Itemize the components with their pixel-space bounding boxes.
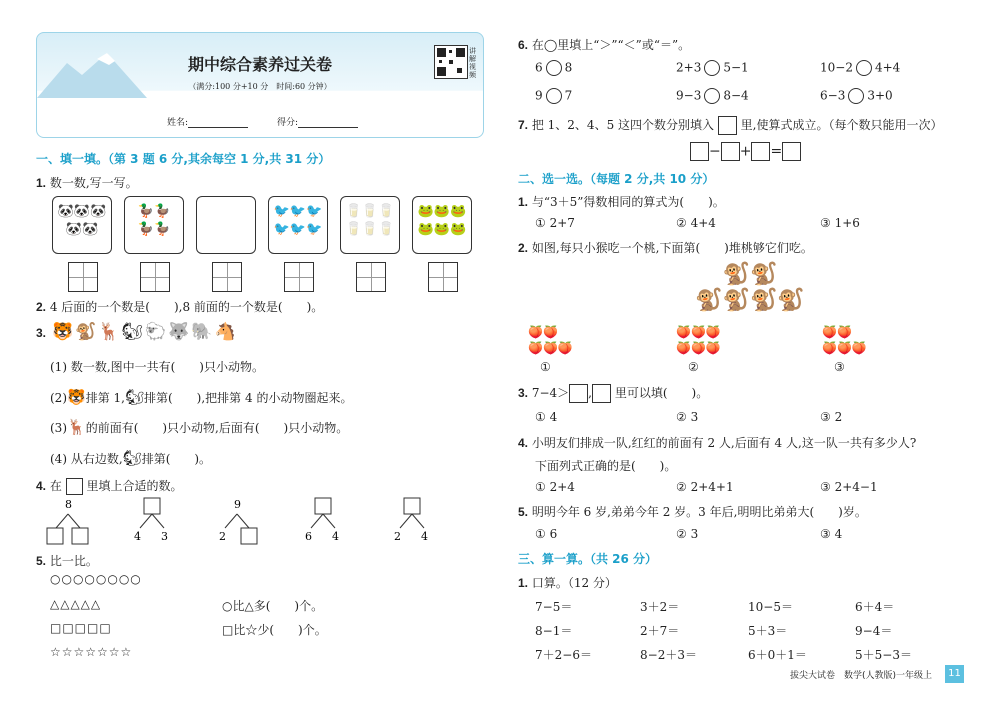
question-5: 5. 比一比。 bbox=[36, 554, 98, 568]
monkeys-picture: 🐒🐒 🐒🐒🐒🐒 bbox=[695, 262, 805, 313]
answer-grid[interactable] bbox=[140, 262, 170, 292]
bond-left: 2 bbox=[219, 530, 226, 543]
compare-circle[interactable] bbox=[704, 88, 720, 104]
deer-icon: 🦌 bbox=[67, 418, 86, 436]
calc-item[interactable]: 5＋3＝ bbox=[748, 624, 788, 638]
bond-left: 6 bbox=[305, 530, 312, 543]
choice-2-opt-c[interactable]: ③ bbox=[834, 360, 845, 374]
bond-top-box bbox=[404, 498, 420, 514]
bond-top-box bbox=[315, 498, 331, 514]
answer-grid[interactable] bbox=[284, 262, 314, 292]
choice-2-opt-a[interactable]: ① bbox=[540, 360, 551, 374]
compare-circle[interactable] bbox=[704, 60, 720, 76]
choice-1: 1. 与“3＋5”得数相同的算式为( )。 bbox=[518, 195, 725, 209]
qr-code-icon[interactable] bbox=[434, 45, 468, 79]
answer-box bbox=[718, 116, 737, 135]
picture-empty bbox=[196, 196, 256, 254]
calc-item[interactable]: 7＋2−6＝ bbox=[535, 648, 592, 662]
section-2-heading: 二、选一选。（每题 2 分,共 10 分） bbox=[518, 172, 715, 186]
picture-ducks: 🦆🦆 🦆🦆 bbox=[124, 196, 184, 254]
choice-5-opt-a[interactable]: ① 6 bbox=[535, 527, 558, 541]
bond-left-box bbox=[47, 528, 63, 544]
question-4: 4. 在 里填上合适的数。 bbox=[36, 479, 183, 493]
choice-4-line2: 下面列式正确的是( )。 bbox=[535, 459, 677, 473]
bond-top-box bbox=[144, 498, 160, 514]
peach-pile-1: 🍑🍑 🍑🍑🍑 bbox=[528, 325, 573, 355]
choice-3-opt-c[interactable]: ③ 2 bbox=[820, 410, 843, 424]
q3-part1: (1) 数一数,图中一共有( )只小动物。 bbox=[50, 360, 264, 374]
picture-birds: 🐦🐦🐦 🐦🐦🐦 bbox=[268, 196, 328, 254]
compare-item: 9−3 8−4 bbox=[676, 88, 749, 103]
number-bonds bbox=[40, 496, 440, 548]
choice-4-opt-a[interactable]: ① 2+4 bbox=[535, 480, 575, 494]
answer-grid[interactable] bbox=[428, 262, 458, 292]
calc-item[interactable]: 2＋7＝ bbox=[640, 624, 680, 638]
bond-right: 3 bbox=[161, 530, 168, 543]
score-field[interactable]: 得分: bbox=[277, 115, 358, 128]
choice-1-opt-b[interactable]: ② 4+4 bbox=[676, 216, 716, 230]
page-number: 11 bbox=[945, 665, 964, 683]
compare-item: 9 7 bbox=[535, 88, 573, 103]
answer-grid[interactable] bbox=[68, 262, 98, 292]
picture-frogs: 🐸🐸🐸 🐸🐸🐸 bbox=[412, 196, 472, 254]
calc-item[interactable]: 7−5＝ bbox=[535, 600, 573, 614]
choice-2: 2. 如图,每只小猴吃一个桃,下面第( )堆桃够它们吃。 bbox=[518, 241, 813, 255]
bond-right: 4 bbox=[421, 530, 428, 543]
calc-item[interactable]: 8−2＋3＝ bbox=[640, 648, 697, 662]
squirrel-icon: 🐿 bbox=[124, 388, 144, 406]
question-1: 1. 数一数,写一写。 bbox=[36, 176, 138, 190]
bond-right-box bbox=[72, 528, 88, 544]
exam-title: 期中综合素养过关卷 bbox=[187, 55, 332, 74]
choice-1-opt-c[interactable]: ③ 1+6 bbox=[820, 216, 860, 230]
choice-4-opt-c[interactable]: ③ 2+4−1 bbox=[820, 480, 878, 494]
exam-subtitle: （满分:100 分+10 分 时间:60 分钟） bbox=[188, 82, 332, 91]
bond-top: 8 bbox=[65, 498, 72, 511]
compare-2: □比☆少( )个。 bbox=[222, 623, 327, 637]
q3-part4: (4) 从右边数,🐿排第( )。 bbox=[50, 449, 212, 467]
calc-item[interactable]: 3＋2＝ bbox=[640, 600, 680, 614]
compare-item: 6−3 3+0 bbox=[820, 88, 893, 103]
choice-3: 3. 7−4＞ , 里可以填( )。 bbox=[518, 384, 708, 403]
peach-pile-2: 🍑🍑🍑 🍑🍑🍑 bbox=[676, 325, 721, 355]
choice-5-opt-c[interactable]: ③ 4 bbox=[820, 527, 843, 541]
triangle-row: △△△△△ bbox=[50, 597, 102, 611]
calc-item[interactable]: 8−1＝ bbox=[535, 624, 573, 638]
calc-item[interactable]: 6＋0＋1＝ bbox=[748, 648, 807, 662]
section-1-heading: 一、填一填。（第 3 题 6 分,其余每空 1 分,共 31 分） bbox=[36, 152, 331, 166]
choice-4-opt-b[interactable]: ② 2+4+1 bbox=[676, 480, 734, 494]
compare-circle[interactable] bbox=[848, 88, 864, 104]
calc-item[interactable]: 10−5＝ bbox=[748, 600, 793, 614]
answer-box bbox=[569, 384, 588, 403]
answer-box bbox=[66, 478, 83, 495]
square-row: □□□□□ bbox=[50, 621, 112, 635]
choice-3-opt-a[interactable]: ① 4 bbox=[535, 410, 558, 424]
name-field[interactable]: 姓名: bbox=[167, 115, 248, 128]
bond-right-box bbox=[241, 528, 257, 544]
animal-row: 🐯🐒🦌🐿🐑🐺🐘🐴 bbox=[52, 322, 238, 342]
bond-left: 4 bbox=[134, 530, 141, 543]
exam-header bbox=[36, 32, 484, 138]
question-3: 3. bbox=[36, 326, 47, 340]
star-row: ☆☆☆☆☆☆☆ bbox=[50, 645, 133, 659]
q3-part3: (3)🦌的前面有( )只小动物,后面有( )只小动物。 bbox=[50, 418, 349, 436]
compare-item: 10−2 4+4 bbox=[820, 60, 901, 75]
squirrel-icon: 🐿 bbox=[122, 449, 142, 467]
picture-cups: 🥛🥛🥛 🥛🥛🥛 bbox=[340, 196, 400, 254]
question-6: 6. 在◯里填上“＞”“＜”或“＝”。 bbox=[518, 38, 691, 52]
compare-item: 2+3 5−1 bbox=[676, 60, 749, 75]
choice-2-opt-b[interactable]: ② bbox=[688, 360, 699, 374]
tiger-icon: 🐯 bbox=[67, 388, 86, 406]
bond-left: 2 bbox=[394, 530, 401, 543]
answer-grid[interactable] bbox=[356, 262, 386, 292]
peach-pile-3: 🍑🍑 🍑🍑🍑 bbox=[822, 325, 867, 355]
answer-grid[interactable] bbox=[212, 262, 242, 292]
answer-box bbox=[592, 384, 611, 403]
question-2: 2. 4 后面的一个数是( ),8 前面的一个数是( )。 bbox=[36, 300, 324, 314]
choice-5-opt-b[interactable]: ② 3 bbox=[676, 527, 699, 541]
compare-circle[interactable] bbox=[546, 60, 562, 76]
calc-item[interactable]: 5＋5−3＝ bbox=[855, 648, 912, 662]
compare-item: 6 8 bbox=[535, 60, 573, 75]
section-3-heading: 三、算一算。（共 26 分） bbox=[518, 552, 658, 566]
calc-item[interactable]: 9−4＝ bbox=[855, 624, 893, 638]
question-7: 7. 把 1、2、4、5 这四个数分别填入 里,使算式成立。（每个数只能用一次） bbox=[518, 116, 943, 135]
choice-5: 5. 明明今年 6 岁,弟弟今年 2 岁。3 年后,明明比弟弟大( )岁。 bbox=[518, 505, 867, 519]
compare-circle[interactable] bbox=[856, 60, 872, 76]
compare-circle[interactable] bbox=[546, 88, 562, 104]
choice-1-opt-a[interactable]: ① 2+7 bbox=[535, 216, 575, 230]
bond-top: 9 bbox=[234, 498, 241, 511]
choice-4: 4. 小明友们排成一队,红红的前面有 2 人,后面有 4 人,这一队一共有多少人? bbox=[518, 436, 917, 450]
footer-brand: 拔尖大试卷 数学(人教版)一年级上 bbox=[790, 671, 933, 681]
calc-item[interactable]: 6＋4＝ bbox=[855, 600, 895, 614]
picture-pandas: 🐼🐼🐼 🐼🐼 bbox=[52, 196, 112, 254]
circle-row: ○○○○○○○○ bbox=[50, 572, 142, 586]
bond-right: 4 bbox=[332, 530, 339, 543]
q3-part2: (2)🐯排第 1,🐿排第( ),把排第 4 的小动物圈起来。 bbox=[50, 388, 353, 406]
compare-1: ○比△多( )个。 bbox=[222, 599, 324, 613]
choice-3-opt-b[interactable]: ② 3 bbox=[676, 410, 699, 424]
calc-1: 1. 口算。（12 分） bbox=[518, 576, 617, 590]
qr-caption: 讲解视频 bbox=[469, 47, 476, 79]
equation-boxes: − + = bbox=[690, 142, 801, 161]
